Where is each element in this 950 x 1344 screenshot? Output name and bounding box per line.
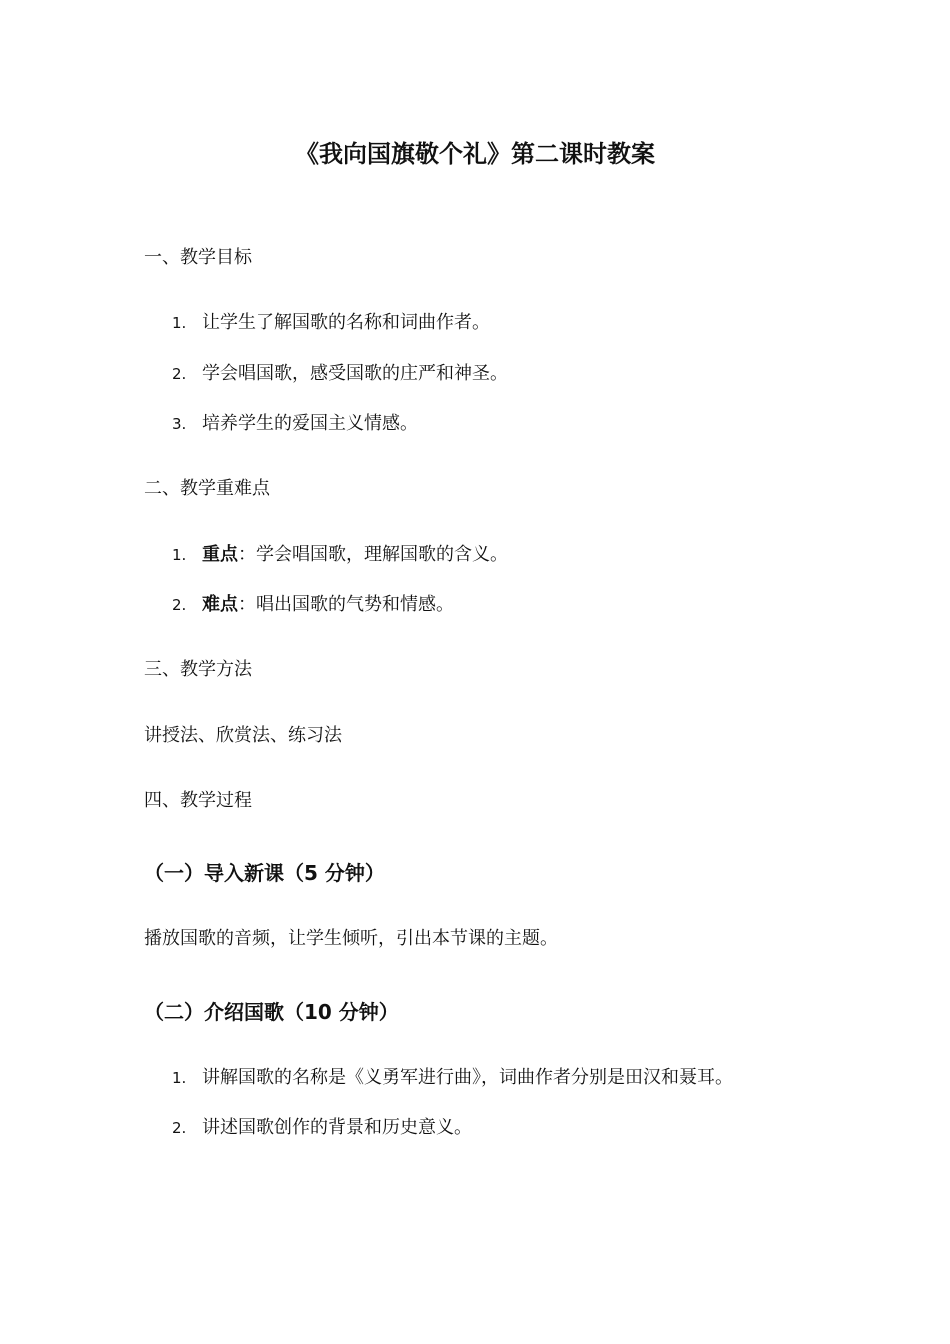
document-title: 《我向国旗敬个礼》第二课时教案 — [295, 140, 655, 168]
list-number: 3. — [172, 415, 187, 433]
list-label: 难点 — [202, 594, 238, 615]
list-number: 1. — [172, 314, 187, 332]
list-number: 2. — [172, 596, 187, 614]
methods-text: 讲授法、欣赏法、练习法 — [144, 725, 342, 746]
list-item — [172, 591, 454, 619]
list-text: 学会唱国歌，感受国歌的庄严和神圣。 — [202, 363, 508, 384]
list-text: ：学会唱国歌，理解国歌的含义。 — [238, 544, 508, 565]
list-item — [172, 410, 418, 438]
list-item — [172, 1064, 733, 1092]
list-number: 1. — [172, 546, 187, 564]
list-text: 讲述国歌创作的背景和历史意义。 — [202, 1117, 472, 1138]
list-text: 培养学生的爱国主义情感。 — [202, 413, 418, 434]
list-item — [172, 1114, 472, 1142]
list-number: 2. — [172, 1119, 187, 1137]
list-text: ：唱出国歌的气势和情感。 — [238, 594, 454, 615]
list-label: 重点 — [202, 544, 238, 565]
list-item — [172, 541, 508, 569]
subsection-heading-intro: （一）导入新课（5 分钟） — [144, 861, 385, 885]
list-number: 2. — [172, 365, 187, 383]
list-text: 讲解国歌的名称是《义勇军进行曲》，词曲作者分别是田汉和聂耳。 — [202, 1067, 733, 1088]
list-number: 1. — [172, 1069, 187, 1087]
intro-text: 播放国歌的音频，让学生倾听，引出本节课的主题。 — [144, 928, 558, 949]
section-heading-objectives: 一、教学目标 — [144, 247, 252, 268]
section-heading-process: 四、教学过程 — [144, 790, 252, 811]
list-text: 让学生了解国歌的名称和词曲作者。 — [202, 312, 490, 333]
section-heading-methods: 三、教学方法 — [144, 659, 252, 680]
list-item — [172, 360, 508, 388]
subsection-heading-anthem: （二）介绍国歌（10 分钟） — [144, 1000, 399, 1024]
section-heading-key-points: 二、教学重难点 — [144, 478, 270, 499]
list-item — [172, 309, 490, 337]
